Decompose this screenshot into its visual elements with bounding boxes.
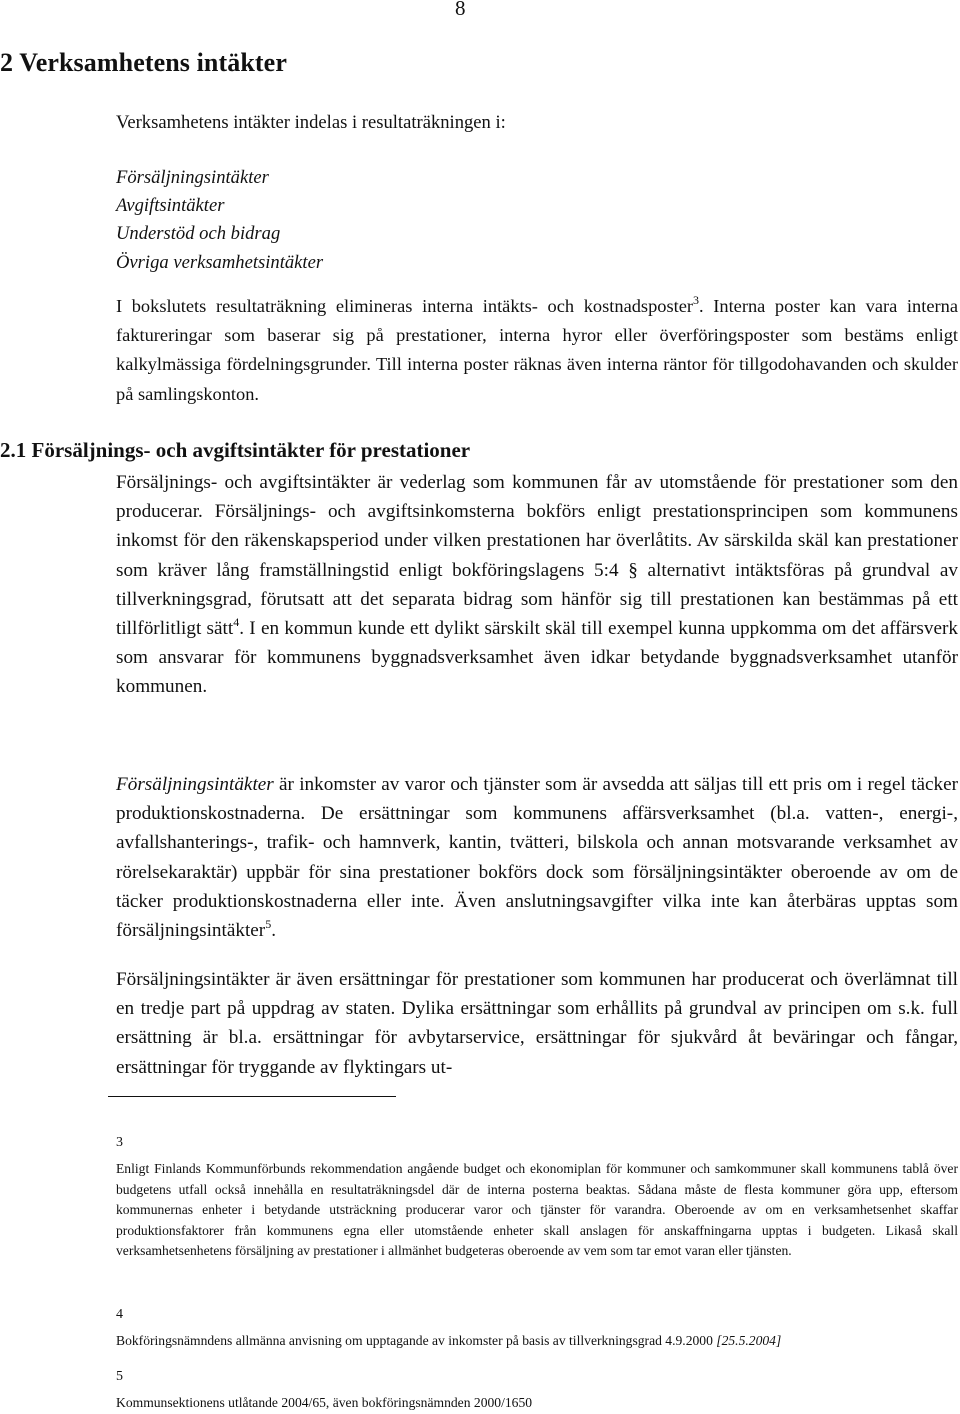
footnote-number: 4 [116, 1307, 123, 1322]
chapter-title: 2 Verksamhetens intäkter [0, 48, 287, 77]
footnote-3 [116, 1133, 958, 1262]
footnote-number: 3 [116, 1135, 123, 1150]
footnote-4 [116, 1305, 958, 1352]
footnote-number: 5 [116, 1369, 123, 1384]
section-heading: 2.1 Försäljnings- och avgiftsintäkter för prestationer [0, 438, 471, 462]
paragraph-sales-revenue [116, 770, 958, 945]
paragraph-text: Försäljnings- och avgiftsintäkter är vederlag som kommunen får av utomstående för prestationer som den producerar. Försäljnings- och avgiftsinkomsterna bokförs enligt prestationsprincipen som kommunens inkomst för den räkenskapsperiod under vilken prestationen har överlåtits. Av särskilda skäl kan prestationer som kräver lång framställningstid enligt bokföringslagens 5:4 § alternativt intäktsföras på grundval av tillverkningsgrad, förutsatt att det separata bidrag som hänför sig till prestationen kan bestämmas på ett tillförlitligt sätt [116, 472, 958, 640]
list-item: Understöd och bidrag [116, 223, 281, 245]
intro-text: Verksamhetens intäkter indelas i resultaträkningen i: [116, 112, 506, 133]
list-item: Övriga verksamhetsintäkter [116, 251, 324, 273]
footnote-text [116, 1331, 958, 1352]
paragraph-text: . I en kommun kunde ett dylikt särskilt skäl till exempel kunna uppkomma om det affärsverk som ansvarar för kommunens byggnadsverksamhet även idkar betydande byggnadsverksamhet utanför kommunen. [116, 618, 958, 698]
list-item: Försäljningsintäkter [116, 167, 269, 188]
page-number: 8 [455, 0, 466, 20]
paragraph-internal-items [116, 292, 958, 409]
footnote-ref: 5 [265, 916, 272, 931]
revenue-type-list [116, 164, 958, 277]
paragraph-text: är inkomster av varor och tjänster som är avsedda att säljas till ett pris om i regel täcker produktionskostnaderna. De ersättningar som kommunens affärsverksamhet (bl.a. vatten-, energi-, avfallshanterings-, trafik- och hamnverk, kantin, tvätteri, bilskola och annan motsvarande verksamhet av rörelsekaraktär) uppbär för sina prestationer bokförs dock som försäljningsintäkter oberoende av om de täcker produktionskostnaderna eller inte. Även anslutningsavgifter vilka inte kan återbäras upptas som försäljningsintäkter [116, 774, 958, 942]
defined-term: Försäljningsintäkter [116, 774, 274, 795]
footnote-ref: 4 [233, 614, 240, 629]
footnote-date-note: [25.5.2004] [716, 1333, 782, 1348]
paragraph-text: . [271, 920, 276, 942]
footnote-5 [116, 1367, 958, 1414]
paragraph-sales-fees [116, 468, 958, 702]
footnote-ref: 3 [693, 292, 700, 307]
footnote-text: Enligt Finlands Kommunförbunds rekommendation angående budget och ekonomiplan för kommuner och samkommuner skall kommunens tablå över budgetens utfall också innehålla en resultaträkningsdel där de interna posterna beaktas. Sådana måste de flesta kommuner göra upp, eftersom kommunernas enheter i betydande utsträckning producerar varor och tjänster för varandra. Oberoende av om en verksamhetsenhet skaffar produktionsfaktorer från kommunens egna eller utomstående enheter skall anslagen för anskaffningarna upptas i budgeten. Likaså skall verksamhetsenhetens försäljning av prestationer i allmänhet budgeteras oberoende av vem som tar emot varan eller tjänsten. [116, 1161, 958, 1259]
paragraph-state-compensation: Försäljningsintäkter är även ersättningar för prestationer som kommunen har producerat och överlämnat till en tredje part på uppdrag av staten. Dylika ersättningar som erhållits på grundval av principen om s.k. full ersättning är bl.a. ersättningar för avbytarservice, ersättningar för sjukvård åt beväringar och fångar, ersättningar för tryggande av flyktingars ut- [116, 969, 958, 1078]
list-item: Avgiftsintäkter [116, 195, 225, 217]
footnote-divider [108, 1096, 396, 1097]
paragraph-text: . Interna poster kan vara interna faktureringar som baserar sig på prestationer, interna hyror eller överföringsposter som bestäms enligt kalkylmässiga fördelningsgrunder. Till interna poster räknas även interna räntor för tillgodohavanden och skulder på samlingskonton. [116, 296, 958, 404]
footnote-body: Bokföringsnämndens allmänna anvisning om upptagande av inkomster på basis av tillverkningsgrad 4.9.2000 [116, 1333, 717, 1348]
footnote-text: Kommunsektionens utlåtande 2004/65, även bokföringsnämnden 2000/1650 [116, 1395, 533, 1410]
paragraph-text: I bokslutets resultaträkning elimineras interna intäkts- och kostnadsposter [116, 296, 694, 316]
